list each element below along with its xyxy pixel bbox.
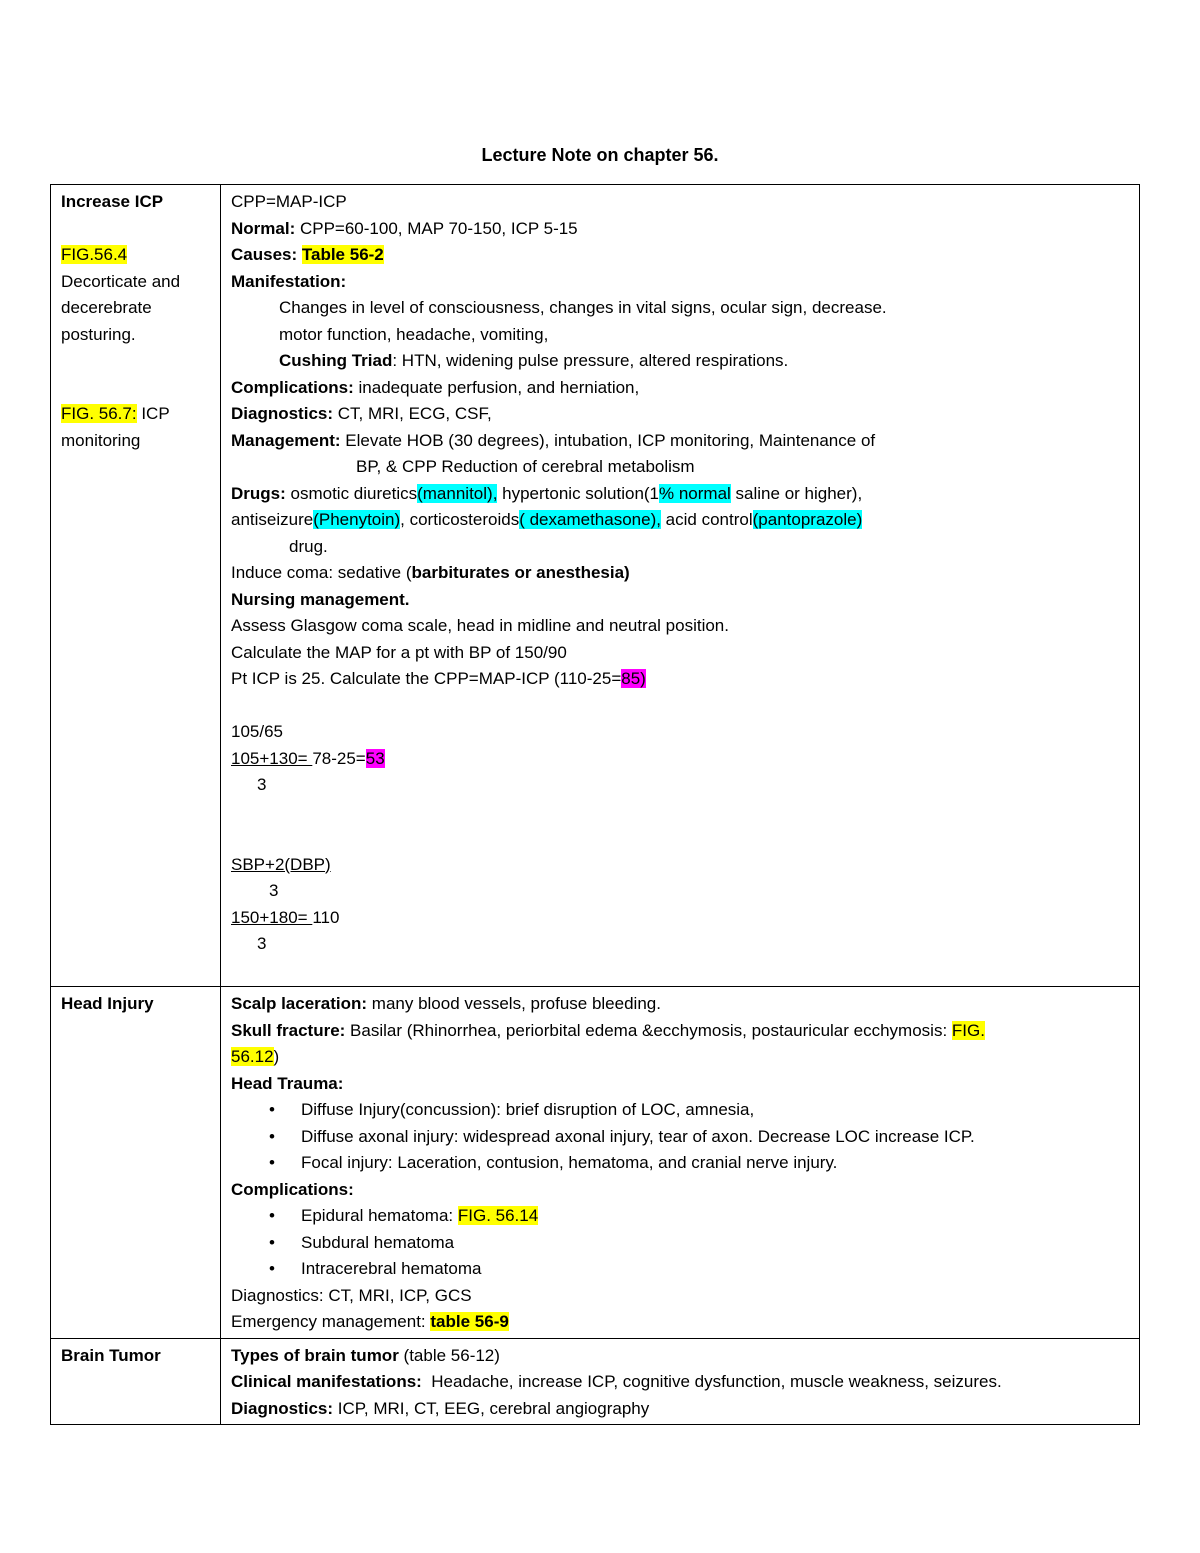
manifestation-label: Manifestation: <box>231 271 347 291</box>
formula-numerator: SBP+2(DBP) <box>231 854 331 874</box>
table-row-increase-icp <box>51 185 1140 987</box>
calc-denominator: 3 <box>257 934 267 953</box>
table-row-head-injury <box>51 987 1140 1339</box>
management-text: Elevate HOB (30 degrees), intubation, ICP monitoring, Maintenance of <box>340 430 876 450</box>
fig-caption-line: Decorticate and <box>61 271 181 291</box>
drug-text: acid control <box>660 510 753 529</box>
head-diagnostics: Diagnostics: CT, MRI, ICP, GCS <box>231 1285 472 1305</box>
calc-text: 78-25= <box>312 748 366 768</box>
fig-ref-56-12: FIG. <box>951 1020 985 1040</box>
drug-highlight: ( dexamethasone), <box>519 510 661 529</box>
complications-label: Complications: <box>231 377 354 397</box>
drug-text: saline or higher), <box>730 483 863 503</box>
drug-text: antiseizure <box>231 510 314 529</box>
fig-caption-line: posturing. <box>61 324 136 344</box>
complications-list <box>231 1203 1129 1283</box>
clinical-text: Headache, increase ICP, cognitive dysfunction, muscle weakness, seizures. <box>421 1372 1002 1391</box>
normal-text: CPP=60-100, MAP 70-150, ICP 5-15 <box>295 218 578 238</box>
complications-text: inadequate perfusion, and herniation, <box>353 377 640 397</box>
manifestation-text: Changes in level of consciousness, changes in vital signs, ocular sign, decrease. <box>279 298 887 317</box>
cushing-text: : HTN, widening pulse pressure, altered respirations. <box>392 351 789 370</box>
drugs-label: Drugs: <box>231 483 286 503</box>
notes-table <box>50 184 1140 1425</box>
answer-highlight: 85) <box>621 669 646 688</box>
fig-ref-56-4: FIG.56.4 <box>61 245 128 264</box>
drug-highlight: (mannitol), <box>417 483 498 503</box>
skull-text: ) <box>273 1047 280 1066</box>
tumor-diagnostics-label: Diagnostics: <box>231 1398 334 1418</box>
drug-text: osmotic diuretics <box>285 483 418 503</box>
tumor-diagnostics-text: ICP, MRI, CT, EEG, cerebral angiography <box>333 1398 650 1418</box>
list-item: • Diffuse Injury(concussion): brief disruption of LOC, amnesia, <box>301 1097 1129 1124</box>
head-trauma-list <box>231 1097 1129 1177</box>
row-content-cell <box>221 185 1140 987</box>
list-item-text: Epidural hematoma: <box>301 1206 458 1225</box>
complications-label: Complications: <box>231 1179 354 1199</box>
scalp-label: Scalp laceration: <box>231 994 368 1013</box>
row-heading-head-injury: Head Injury <box>61 994 154 1013</box>
nursing-text: Calculate the MAP for a pt with BP of 150/90 <box>231 642 567 662</box>
nursing-label: Nursing management. <box>231 589 410 609</box>
fig-ref-56-14: FIG. 56.14 <box>457 1206 539 1225</box>
calc-denominator: 3 <box>257 775 267 794</box>
row-label-cell <box>51 987 221 1339</box>
head-trauma-label: Head Trauma: <box>231 1073 344 1093</box>
nursing-text: Assess Glasgow coma scale, head in midline and neutral position. <box>231 616 729 635</box>
calc-bp: 105/65 <box>231 722 283 741</box>
formula-denominator: 3 <box>269 881 279 900</box>
nursing-text: Pt ICP is 25. Calculate the CPP=MAP-ICP (110-25= <box>231 669 622 688</box>
row-label-cell <box>51 185 221 987</box>
management-text: BP, & CPP Reduction of cerebral metabolism <box>356 457 695 476</box>
row-content-cell <box>221 1338 1140 1425</box>
coma-bold: barbiturates or anesthesia) <box>411 563 630 582</box>
diagnostics-label: Diagnostics: <box>231 404 334 423</box>
scalp-text: many blood vessels, profuse bleeding. <box>367 994 661 1013</box>
coma-text: Induce coma: sedative ( <box>231 563 412 582</box>
table-row-brain-tumor <box>51 1338 1140 1425</box>
fig-caption-line: monitoring <box>61 430 141 450</box>
list-item: • Subdural hematoma <box>301 1230 1129 1257</box>
list-item <box>301 1203 1129 1230</box>
fig-ref-56-7: FIG. 56.7: <box>61 404 137 423</box>
calc-text: 110 <box>312 907 340 927</box>
fig-ref-56-12: 56.12 <box>231 1047 274 1066</box>
page-title: Lecture Note on chapter 56. <box>481 145 719 165</box>
types-text: (table 56-12) <box>398 1345 500 1365</box>
fig-caption-line: decerebrate <box>61 298 152 317</box>
list-item: • Diffuse axonal injury: widespread axonal injury, tear of axon. Decrease LOC increase ICP. <box>301 1124 1129 1151</box>
row-heading-brain-tumor: Brain Tumor <box>61 1345 161 1365</box>
skull-label: Skull fracture: <box>231 1020 346 1040</box>
row-heading-icp: Increase ICP <box>61 192 164 211</box>
drug-text: , corticosteroids <box>400 510 520 529</box>
cushing-label: Cushing Triad <box>279 351 393 370</box>
drug-highlight: (pantoprazole) <box>752 510 863 529</box>
manifestation-text: motor function, headache, vomiting, <box>279 324 549 344</box>
row-content-cell <box>221 987 1140 1339</box>
calc-numerator: 105+130= <box>231 748 313 768</box>
causes-label: Causes: <box>231 245 298 264</box>
cpp-formula: CPP=MAP-ICP <box>231 192 347 211</box>
drug-text: drug. <box>289 536 328 556</box>
types-label: Types of brain tumor <box>231 1345 399 1365</box>
emergency-text: Emergency management: <box>231 1312 431 1331</box>
skull-text: Basilar (Rhinorrhea, periorbital edema &ecchymosis, postauricular ecchymosis: <box>345 1020 952 1040</box>
diagnostics-text: CT, MRI, ECG, CSF, <box>333 404 492 423</box>
clinical-label: Clinical manifestations: <box>231 1372 422 1391</box>
row-label-cell <box>51 1338 221 1425</box>
answer-highlight: 53 <box>365 748 385 768</box>
causes-table-ref: Table 56-2 <box>301 245 384 264</box>
drug-text: hypertonic solution(1 <box>497 483 660 503</box>
emergency-table-ref: table 56-9 <box>430 1312 509 1331</box>
fig-caption-text: ICP <box>136 404 170 423</box>
drug-highlight: (Phenytoin) <box>313 510 401 529</box>
drug-highlight: % normal <box>659 483 731 503</box>
management-label: Management: <box>231 430 341 450</box>
normal-label: Normal: <box>231 218 296 238</box>
calc-numerator: 150+180= <box>231 907 313 927</box>
list-item: • Intracerebral hematoma <box>301 1256 1129 1283</box>
list-item: • Focal injury: Laceration, contusion, hematoma, and cranial nerve injury. <box>301 1150 1129 1177</box>
